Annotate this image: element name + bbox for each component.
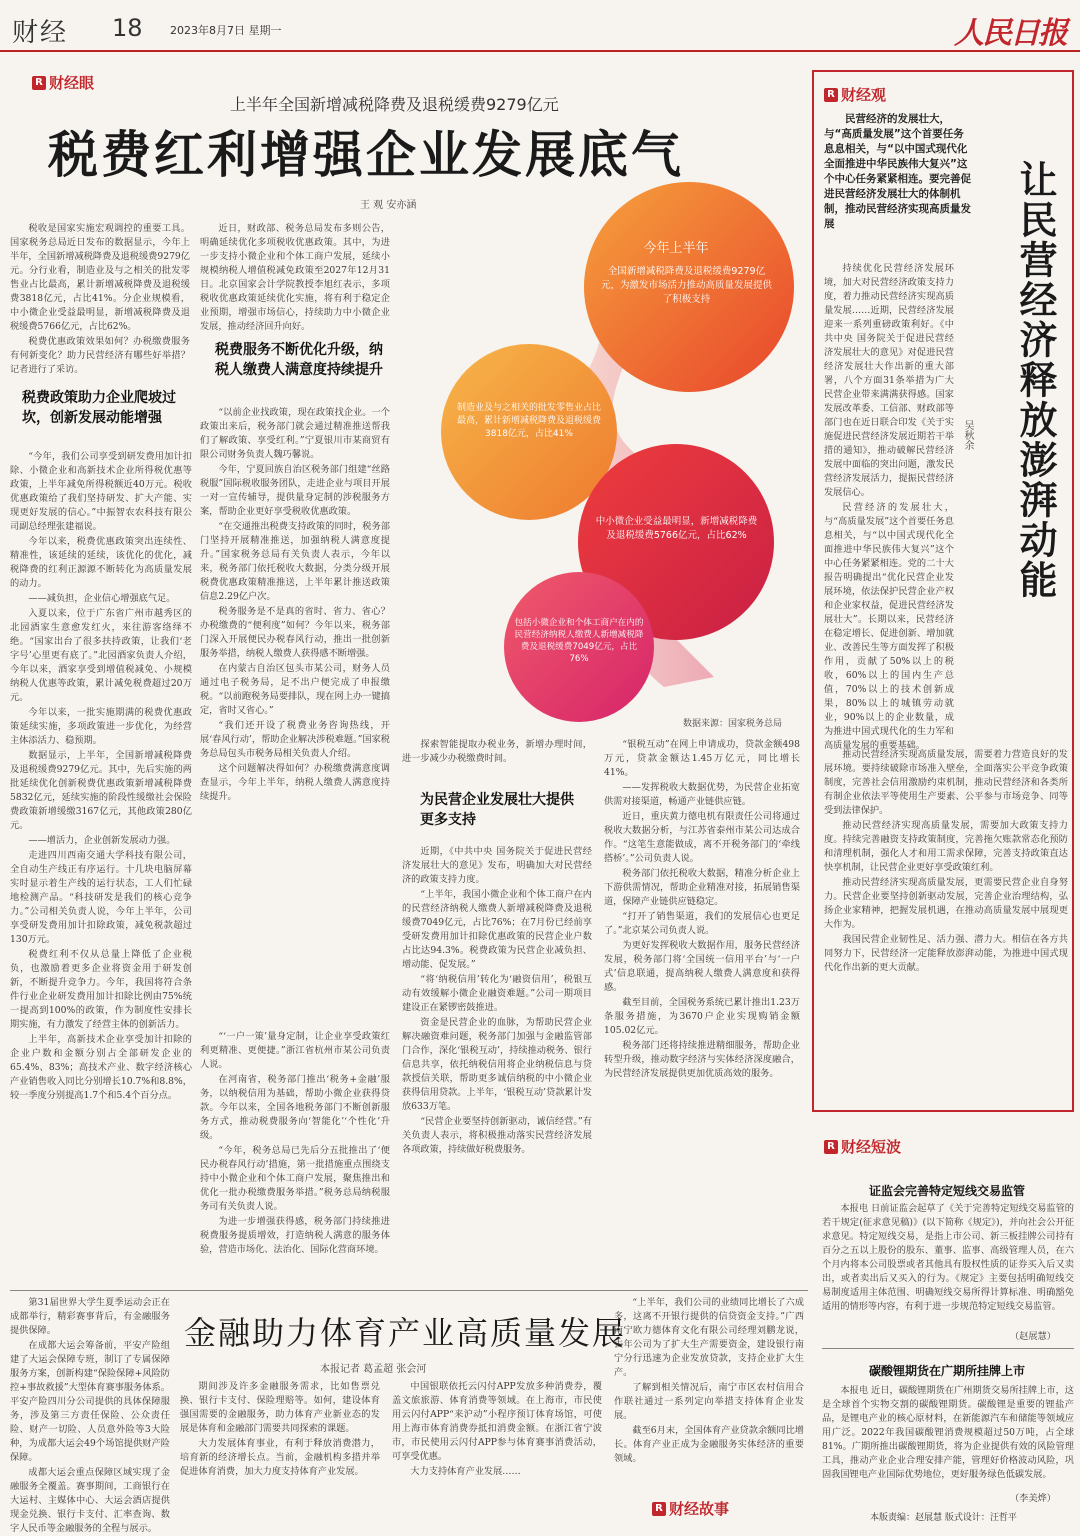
section2-title: 税费服务不断优化升级，纳税人缴费人满意度持续提升 (215, 342, 383, 378)
column-tag-caijingguan: R 财经观 (824, 84, 886, 105)
bubble3-text: 包括小微企业和个体工商户在内的民营经济纳税人缴费人新增减税降费及退税缓费7049亿元，占比76% (514, 618, 644, 664)
brief1-body: 本报电 日前证监会起草了《关于完善特定短线交易监管的若干规定(征求意见稿)》(以下简称《规定》)，并向社会公开征求意见。特定短线交易，是指上市公司、新三板挂牌公司持有百分之五以上股份的股东、董事、监事、高级管理人员，在六个月内将本公司股票或者其他具有股权性质的证券买入后又卖出，或者卖出后又买入的行为。《规定》主要包括明确短线交易制度适用主体范围、明确短线交易所得计算标准、明确豁免适用的情形等内容，有利于进一步规范特定短线交易监管。 (822, 1203, 1074, 1312)
bubble2-text-wrap (594, 515, 759, 575)
sports-col4: “上半年，我们公司的业绩同比增长了六成多，这离不开银行提供的信贷资金支持。”广西南宁欧力德体育文化有限公司经理刘鹏龙说，去年公司为了扩大生产需要资金，建设银行南宁分行迅速为企业发放贷款，支持企业扩大生产。 了解到相关情况后，南宁市区农村信用合作联社通过一系列定向举措支持体育企业发展。 截至6月末，全国体育产业贷款余额同比增长。体育产业正成为金融服务实体经济的重要领域。 (614, 1297, 804, 1464)
column-tag-caijinggushi: R 财经故事 (652, 1498, 729, 1519)
brief2-body: 本报电 近日，碳酸锂期货在广州期货交易所挂牌上市，这是全球首个实物交割的碳酸锂期货。碳酸锂是重要的锂盐产品，是锂电产业的核心原材料，在新能源汽车和储能等领域应用广泛。2022年我国碳酸锂消费规模超过50万吨，占全球81%。广期所推出碳酸锂期货，将为企业提供有效的风险管理工具，推动产业企业合理安排产能，管理好价格波动风险，巩固我国锂电产业国际优势地位，更好服务绿色低碳发展。 (822, 1385, 1074, 1480)
section2-body: “以前企业找政策，现在政策找企业。一个政策出来后，税务部门就会通过精准推送帮我们了解政策、享受红利。”宁夏银川市某商贸有限公司财务负责人魏巧馨说。 今年，宁夏回族自治区税务部门组建“丝路税服”国际税收服务团队，走进企业与项目开展一对一宣传辅导，提供量身定制的涉税服务方案，帮助企业更好享受税收优惠政策。 “在交通推出税费支持政策的同时，税务部门坚持开展精准推送，加强纳税人满意度提升。”国家税务总局有关负责人表示，今年以来，税务部门依托税收大数据，分类分级开展税费优惠政策精准推送，上半年累计推送政策信息2.29亿户次。 税务服务是不是真的省时、省力、省心？办税缴费的“便利度”如何？今年以来，税务部门深入开展便民办税春风行动，推出一批创新服务举措，纳税人缴费人获得感不断增强。 在内蒙古自治区包头市某公司，财务人员通过电子税务局，足不出户便完成了申报缴税。“以前跑税务局要排队，现在网上办一键搞定，省时又省心。” “我们还开设了税费业务咨询热线，开展‘春风行动’，帮助企业解决涉税难题。”国家税务总局包头市税务局相关负责人介绍。 这个问题解决得如何？办税缴费满意度调查显示，今年上半年，纳税人缴费人满意度持续提升。 (200, 407, 390, 802)
section3-body: 近期，《中共中央 国务院关于促进民营经济发展壮大的意见》发布，明确加大对民营经济的政策支持力度。 “上半年，我国小微企业和个体工商户在内的民营经济纳税人缴费人新增减税降费及退税缓费7049亿元，占比76%；在7月份已经前享受研发费用加计扣除优惠政策的民营企业户数占比达94.3%。税费政策为民营企业减负担、增动能、促发展。” “将‘纳税信用’转化为‘融资信用’，税银互动有效缓解小微企业融资难题。”公司一期项目建设正在紧锣密鼓推进。 资金是民营企业的血脉，为帮助民营企业解决融资难问题，税务部门加强与金融监管部门合作，深化‘银税互动’，持续推动税务、银行信息共享，依托纳税信用将企业纳税信息与贷款授信关联，帮助更多诚信纳税的中小微企业获得信用贷款。上半年，‘银税互动’贷款累计发放633万笔。 “民营企业要坚持创新驱动，诚信经营。”有关负责人表示，将积极推动落实民营经济发展各项政策，持续做好税费服务。 (402, 846, 592, 1155)
brief2-author: （李美烨） (1010, 1493, 1056, 1504)
col4-top: 探索智能提取办税业务，新增办理时间，进一步减少办税缴费时间。 (402, 739, 592, 764)
column-tag-caijingduanbo: R 财经短波 (824, 1136, 901, 1157)
graphic-source: 数据来源：国家税务总局 (683, 719, 783, 729)
commentary-title: 让民营经济释放澎湃动能 (1013, 160, 1057, 600)
sports-headline: 金融助力体育产业高质量发展 (184, 1314, 627, 1352)
newspaper-logo: 人民日报 (954, 16, 1066, 51)
masthead (0, 0, 1080, 52)
bubble1-text: 制造业及与之相关的批发零售业占比最高，累计新增减税降费及退税缓费3818亿元，占比41% (456, 403, 601, 439)
section1-body: “今年，我们公司享受到研发费用加计扣除、小微企业和高新技术企业所得税优惠等政策，上半年减免所得税额近40万元。税收优惠政策给了我们坚持研发、扩大产能、实现更好发展的信心。”中振智农农科技有限公司副总经理张建福说。 今年以来，税费优惠政策突出连续性、精准性，该延续的延续，该优化的优化，减税降费的红利正源源不断转化为高质量发展的动力。 ——减负担，企业信心增强底气足。 入夏以来，位于广东省广州市越秀区的北园酒家生意愈发红火，来往游客络绎不绝。“国家出台了很多扶持政策，让我们‘老字号’心里更有底了。”北园酒家负责人介绍，今年以来，酒家享受到增值税减免、小规模纳税人优惠等政策，累计减免税费超过20万元。 今年以来，一批实施期满的税费优惠政策延续实施，多项政策进一步优化，为经营主体添活力、稳预期。 数据显示，上半年，全国新增减税降费及退税缓费9279亿元。其中，先后实施的两批延续优化创新税费优惠政策新增减税降费5832亿元，延续实施的阶段性缓缴社会保险费政策新增缓缴3167亿元，其他政策280亿元。 ——增活力，企业创新发展动力强。 走进四川西南交通大学科技有限公司，全自动生产线正有序运行。十几块电脑屏幕实时显示着生产线的运行状态，工人们忙碌地检测产品。“科技研发是我们的核心竞争力。”公司相关负责人说，今年上半年，公司享受研发费用加计扣除政策，减免税款超过130万元。 税费红利不仅从总量上降低了企业税负，也激励着更多企业将资金用于研发创新，不断提升竞争力。今年，我国将符合条件行业企业研发费用加计扣除比例由75%统一提高到100%的政策，作为制度性安排长期实施，有力激发了经营主体的创新活力。 上半年，高新技术企业享受加计扣除的企业户数和金额分别占全部研发企业的65.4%、83%；高技术产业、数字经济核心产业销售收入同比分别增长10.7%和8.8%，较一季度分别提高1.7个和5.4个百分点。 (10, 451, 192, 1101)
section-name: 财经 (12, 18, 69, 48)
main-subhead: 上半年全国新增减税降费及退税缓费9279亿元 (230, 95, 559, 114)
brief2-title: 碳酸锂期货在广期所挂牌上市 (868, 1364, 1025, 1378)
graphic-intro-title: 今年上半年 (643, 241, 709, 256)
main-intro: 税收是国家实施宏观调控的重要工具。国家税务总局近日发布的数据显示，今年上半年，全国新增减税降费及退税缓费9279亿元。分行业看，制造业及与之相关的批发零售业占比最高，累计新增减税降费及退税缓费3818亿元，占比41%。分企业规模看，中小微企业受益最明显，新增减税降费及退税缓费5766亿元，占比62%。 税费优惠政策效果如何？办税缴费服务有何新变化？助力民营经济有哪些好举措？记者进行了采访。 (10, 223, 190, 375)
col2-intro: 近日，财政部、税务总局发布多则公告，明确延续优化多项税收优惠政策。其中，为进一步支持小微企业和个体工商户发展，延续小规模纳税人增值税减免政策至2027年12月31日。北京国家会计学院教授李旭红表示，多项税收优惠政策延续优化实施，将有利于稳定企业预期，增强市场信心，持续助力中小微企业发展，推动经济回升向好。 (200, 223, 390, 332)
brief1-title: 证监会完善特定短线交易监管 (868, 1184, 1025, 1198)
col3-body: “‘一户一策’量身定制，让企业享受政策红利更精准、更便捷。”浙江省杭州市某公司负责人说。 在河南省，税务部门推出‘税务+金融’服务，以纳税信用为基础，帮助小微企业获得贷款。今年以来，全国各地税务部门不断创新服务方式，推动税费服务向‘智能化’‘个性化’升级。 “今年，税务总局已先后分五批推出了‘便民办税春风行动’措施，第一批措施重点围绕支持中小微企业和个体工商户发展，聚焦推出和优化一批办税缴费服务举措。”税务总局纳税服务司有关负责人说。 为进一步增强获得感，税务部门持续推进税费服务提质增效，打造纳税人满意的服务体验，营造市场化、法治化、国际化营商环境。 (200, 1031, 390, 1255)
sports-col2: 期间涉及许多金融服务需求，比如售票兑换、银行卡支付、保险理赔等。如何，建设体育强国需要的金融服务，助力体育产业新业态的发展是体育和金融部门需要共同探索的课题。 大力发展体育事业，有利于释放消费潜力，培育新的经济增长点。当前，金融机构多措并举促进体育消费，加大力度支持体育产业发展。 (180, 1381, 380, 1477)
r-icon: R (32, 76, 46, 90)
graphic-intro-text: 全国新增减税降费及退税缓费9279亿元，为激发市场活力推动高质量发展提供了积极支持 (600, 266, 772, 305)
section-divider (10, 1290, 808, 1291)
page-credits: 本版责编：赵展慧 版式设计：汪哲平 (870, 1513, 1017, 1523)
r-icon: R (824, 1140, 838, 1154)
brief1-author: （赵展慧） (1010, 1331, 1056, 1342)
publication-date: 2023年8月7日 星期一 (170, 24, 282, 37)
section3-title: 为民营企业发展壮大提供更多支持 (420, 792, 574, 828)
bubble1-text-wrap (454, 402, 604, 462)
commentary-author: 吴秋余 (962, 420, 973, 450)
page-number: 18 (112, 14, 143, 42)
bubble2-text: 中小微企业受益最明显，新增减税降费及退税缓费5766亿元，占比62% (595, 516, 758, 541)
col5-body: “银税互动”在网上申请成功，贷款金额498万元，贷款金额达1.45万亿元，同比增长41%。 ——发挥税收大数据优势，为民营企业拓宽供需对接渠道，畅通产业链供应链。 近日，重庆黄力德电机有限责任公司将通过税收大数据分析，与江苏省泰州市某公司达成合作。“这笔生意能做成，离不开税务部门的‘牵线搭桥’。”公司负责人说。 税务部门依托税收大数据，精准分析企业上下游供需情况，帮助企业精准对接，拓展销售渠道，保障产业链供应链稳定。 “打开了销售渠道，我们的发展信心也更足了。”北京某公司负责人说。 为更好发挥税收大数据作用，服务民营经济发展，税务部门将‘全国统一信用平台’与‘一户式’信息联通，提高纳税人缴费人满意度和获得感。 截至目前，全国税务系统已累计推出1.23万条服务措施，为3670户企业实现购销金额105.02亿元。 税务部门还将持续推进精细服务，帮助企业转型升级，推动数字经济与实体经济深度融合，为民营经济发展提供更加优质高效的服务。 (604, 739, 800, 1079)
main-byline: 王 观 安亦涵 (360, 200, 417, 211)
sports-byline: 本报记者 葛孟超 张会河 (320, 1364, 427, 1375)
r-icon: R (824, 88, 838, 102)
commentary-body-top: 持续优化民营经济发展环境，加大对民营经济政策支持力度，着力推动民营经济实现高质量发展……近期，民营经济发展迎来一系列重磅政策利好。《中共中央 国务院关于促进民营经济发展壮大的意见》对促进民营经济发展壮大作出新的重大部署，八个方面31条举措为广大民营企业带来满满获得感。国家发展改革委、工信部、财政部等部门也在近日联合印发《关于实施促进民营经济发展近期若干举措的通知》，推动破解民营经济发展中面临的突出问题，激发民营经济发展活力，提振民营经济发展信心。 民营经济的发展壮大，与“高质量发展”这个首要任务息息相关，与“以中国式现代化全面推进中华民族伟大复兴”这个中心任务紧紧相连。党的二十大报告明确提出“优化民营企业发展环境，依法保护民营企业产权和企业家权益，促进民营经济发展壮大”。长期以来，民营经济在稳定增长、促进创新、增加就业、改善民生等方面发挥了积极作用，贡献了50%以上的税收，60%以上的国内生产总值，70%以上的技术创新成果，80%以上的城镇劳动就业，90%以上的企业数量，成为推进中国式现代化的生力军和高质量发展的重要基础。 (824, 263, 954, 751)
commentary-lead: 民营经济的发展壮大，与“高质量发展”这个首要任务息息相关，与“以中国式现代化全面推进中华民族伟大复兴”这个中心任务紧紧相连。要完善促进民营经济发展壮大的体制机制，推动民营经济实现高质量发展 (824, 113, 971, 230)
r-icon: R (652, 1502, 666, 1516)
sports-col1: 第31届世界大学生夏季运动会正在成都举行，精彩赛事背后，有金融服务提供保障。 在成都大运会筹备前，平安产险组建了大运会保障专班，制订了专属保障服务方案，创新构建“保险保障+风险防控+事故救援”大型体育赛事服务体系。平安产险四川分公司提供的具体保障服务，涉及第三方责任保险、公众责任险、财产一切险、人员意外险等3大险种，为成都大运会49个场馆提供财产险保障。 成都大运会重点保障区域实现了金融服务全覆盖。赛事期间，工商银行在大运村、主媒体中心、大运会酒店提供现金兑换、银行卡支付、汇率查询、数字人民币等金融服务的全程与展示。 (10, 1297, 170, 1534)
sports-col3: 中国银联依托云闪付APP发放多种消费券，覆盖文旅旅游、体育消费等领域。在上海市，市民使用云闪付APP“来沪动”小程序预订体育场馆，可使用上海市体育消费券抵扣消费金额。在浙江省宁波市，市民使用云闪付APP参与体育赛事消费活动，可享受优惠。 大力支持体育产业发展…… (392, 1381, 602, 1477)
commentary-body-bottom: 推动民营经济实现高质量发展，需要着力营造良好的发展环境。要持续破除市场准入壁垒，全面落实公平竞争政策制度，完善社会信用激励约束机制，推动民营经济和各类所有制企业依法平等使用生产要素、公平参与市场竞争、同等受到法律保护。 推动民营经济实现高质量发展，需要加大政策支持力度。持续完善融资支持政策制度，完善拖欠账款常态化预防和清理机制，强化人才和用工需求保障，完善支持政策直达快享机制，让民营企业更好享受政策红利。 推动民营经济实现高质量发展，更需要民营企业自身努力。民营企业要坚持创新驱动发展，完善企业治理结构，弘扬企业家精神，把握发展机遇，在推动高质量发展中展现更大作为。 我国民营企业韧性足、活力强、潜力大。相信在各方共同努力下，民营经济一定能释放澎湃动能，为推进中国式现代化作出新的更大贡献。 (824, 749, 1068, 973)
main-headline: 税费红利增强企业发展底气 (48, 126, 684, 184)
column-tag-caijingyan: R 财经眼 (32, 72, 94, 93)
graphic-intro-text-wrap (599, 265, 774, 325)
tax-infographic (414, 207, 794, 722)
section1-title: 税费政策助力企业爬坡过坎，创新发展动能增强 (22, 390, 176, 426)
bubble3-text-wrap (514, 617, 644, 682)
brief-divider (822, 1348, 1074, 1349)
